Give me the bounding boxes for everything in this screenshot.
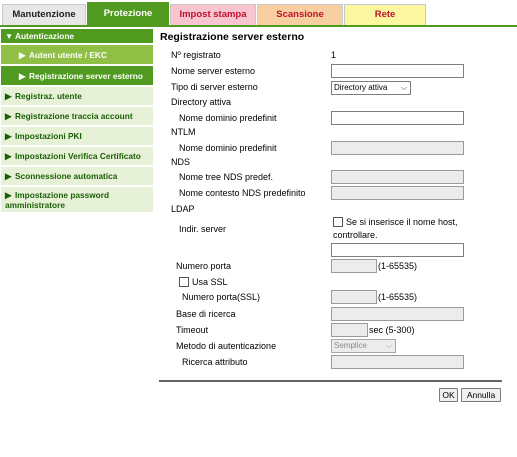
sidebar-item-registrazione-server[interactable] (1, 66, 153, 86)
sidebar-item-label: Autenticazione (15, 31, 75, 41)
sidebar-item-label-cont: amministratore (5, 200, 65, 210)
chevron-down-icon: ⌵ (385, 341, 392, 350)
nome-dominio-ad-label: Nome dominio predefinit (179, 113, 277, 123)
sidebar-item-label: Impostazioni Verifica Certificato (15, 151, 141, 161)
nome-contesto-input[interactable] (331, 186, 464, 200)
indir-server-label: Indir. server (179, 224, 227, 234)
triangle-right-icon: ▶ (5, 151, 12, 161)
sidebar-item-registrazione-traccia[interactable] (1, 107, 153, 126)
nome-server-input[interactable] (331, 64, 464, 78)
nome-dominio-ad-input[interactable] (331, 111, 464, 125)
sidebar-item-autenticazione[interactable] (1, 29, 153, 44)
triangle-right-icon: ▶ (5, 171, 12, 181)
sidebar-item-label: Registrazione server esterno (29, 71, 143, 81)
triangle-right-icon: ▶ (5, 111, 12, 121)
triangle-right-icon: ▶ (19, 71, 26, 81)
sidebar-item-password-amministratore[interactable] (1, 187, 153, 213)
section-ntlm: NTLM (171, 127, 196, 137)
sidebar-item-label: Sconnessione automatica (15, 171, 118, 181)
numero-porta-range: (1-65535) (378, 261, 418, 271)
sidebar (1, 29, 154, 457)
metodo-selected: Semplice (334, 341, 367, 350)
triangle-right-icon: ▶ (5, 131, 12, 141)
indir-server-input[interactable] (331, 243, 464, 257)
nome-contesto-label: Nome contesto NDS predefinito (179, 188, 306, 198)
sidebar-item-registraz-utente[interactable] (1, 87, 153, 106)
separator-line (159, 380, 502, 382)
annulla-button[interactable]: Annulla (461, 388, 501, 402)
tab-protezione[interactable]: Protezione (87, 2, 169, 26)
sidebar-item-label: Registrazione traccia account (15, 111, 133, 121)
hostname-check-text: Se si inserisce il nome host, (346, 217, 458, 227)
nome-dominio-ntlm-input[interactable] (331, 141, 464, 155)
sidebar-item-impostazioni-pki[interactable] (1, 127, 153, 146)
base-ricerca-input[interactable] (331, 307, 464, 321)
tab-rete[interactable]: Rete (344, 4, 426, 26)
ricerca-attributo-input[interactable] (331, 355, 464, 369)
tipo-server-label: Tipo di server esterno (171, 82, 258, 92)
timeout-unit: sec (5-300) (369, 325, 415, 335)
triangle-right-icon: ▶ (5, 190, 12, 200)
n-registrato-value: 1 (331, 50, 337, 60)
n-registrato-label: Nº registrato (171, 50, 221, 60)
numero-porta-ssl-label: Numero porta(SSL) (182, 292, 261, 302)
section-nds: NDS (171, 157, 191, 167)
ok-button[interactable]: OK (439, 388, 458, 402)
section-ldap: LDAP (171, 204, 195, 214)
main-form (159, 29, 517, 457)
triangle-right-icon: ▶ (19, 50, 26, 60)
tipo-server-selected: Directory attiva (334, 83, 388, 92)
page-title: Registrazione server esterno (160, 31, 305, 43)
sidebar-item-verifica-certificato[interactable] (1, 147, 153, 166)
sidebar-item-label: Registraz. utente (15, 91, 82, 101)
usa-ssl-label: Usa SSL (192, 277, 228, 287)
metodo-select[interactable] (331, 339, 396, 353)
nome-server-label: Nome server esterno (171, 66, 256, 76)
chevron-down-icon: ⌵ (400, 83, 407, 92)
nome-tree-input[interactable] (331, 170, 464, 184)
ricerca-attributo-label: Ricerca attributo (182, 357, 248, 367)
numero-porta-input[interactable] (331, 259, 377, 273)
tab-manutenzione[interactable]: Manutenzione (2, 4, 86, 26)
top-tab-bar (0, 0, 517, 26)
sidebar-item-sconnessione[interactable] (1, 167, 153, 186)
hostname-checkbox[interactable] (333, 217, 343, 227)
numero-porta-label: Numero porta (176, 261, 232, 271)
tab-scansione[interactable]: Scansione (257, 4, 343, 26)
base-ricerca-label: Base di ricerca (176, 309, 236, 319)
triangle-down-icon: ▼ (5, 31, 14, 41)
tab-impost-stampa[interactable]: Impost stampa (170, 4, 256, 26)
metodo-label: Metodo di autenticazione (176, 341, 277, 351)
numero-porta-ssl-range: (1-65535) (378, 292, 418, 302)
numero-porta-ssl-input[interactable] (331, 290, 377, 304)
hostname-check-text-cont: controllare. (333, 230, 378, 240)
section-directory-attiva: Directory attiva (171, 97, 232, 107)
timeout-label: Timeout (176, 325, 209, 335)
sidebar-item-label: Impostazioni PKI (15, 131, 82, 141)
tab-underline (0, 25, 517, 27)
usa-ssl-checkbox[interactable] (179, 277, 189, 287)
timeout-input[interactable] (331, 323, 368, 337)
nome-dominio-ntlm-label: Nome dominio predefinit (179, 143, 277, 153)
tipo-server-select[interactable] (331, 81, 411, 95)
sidebar-item-autent-utente[interactable] (1, 45, 153, 65)
nome-tree-label: Nome tree NDS predef. (179, 172, 274, 182)
sidebar-item-label: Autent utente / EKC (29, 50, 107, 60)
sidebar-item-label: Impostazione password (15, 190, 110, 200)
triangle-right-icon: ▶ (5, 91, 12, 101)
